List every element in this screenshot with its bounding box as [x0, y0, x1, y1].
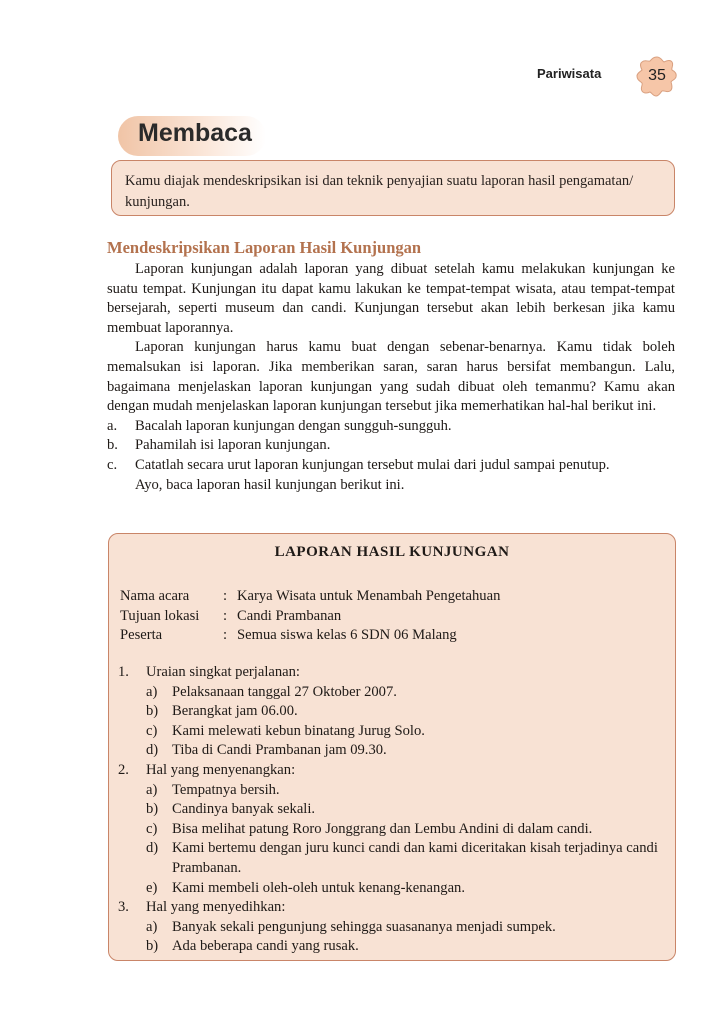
- report-item: [118, 702, 666, 722]
- item-marker: b): [146, 801, 159, 818]
- item-text: Pelaksanaan tanggal 27 Oktober 2007.: [172, 683, 397, 700]
- section-title: Uraian singkat perjalanan:: [146, 664, 300, 680]
- item-text: Tiba di Candi Prambanan jam 09.30.: [172, 742, 387, 759]
- report-item: [118, 800, 666, 820]
- section-marker: 1.: [118, 664, 129, 680]
- report-item: [118, 722, 666, 742]
- report-info: [120, 587, 500, 646]
- running-header: Pariwisata: [537, 66, 602, 81]
- info-row: [120, 626, 500, 646]
- report-box: [108, 533, 676, 961]
- item-text: Kami membeli oleh-oleh untuk kenang-kenangan.: [172, 879, 466, 896]
- report-item: [118, 839, 666, 878]
- section-title: Hal yang menyenangkan:: [146, 761, 296, 778]
- info-value: Semua siswa kelas 6 SDN 06 Malang: [237, 627, 457, 644]
- item-marker: d): [146, 742, 159, 759]
- section-marker: 3.: [118, 899, 129, 916]
- report-section-title: [118, 663, 666, 683]
- section-tab: [118, 116, 266, 156]
- item-marker: a): [146, 781, 158, 798]
- item-marker: c): [146, 722, 158, 739]
- intro-text: Kamu diajak mendeskripsikan isi dan teknik penyajian suatu laporan hasil pengamatan/ kunjungan.: [125, 173, 634, 210]
- list-item: [107, 417, 675, 437]
- item-text: Bisa melihat patung Roro Jonggrang dan Lembu Andini di dalam candi.: [172, 820, 593, 837]
- item-marker: b): [146, 703, 159, 720]
- report-item: [118, 879, 666, 899]
- info-separator: :: [223, 607, 228, 624]
- list-marker: b.: [107, 437, 118, 454]
- section-marker: 2.: [118, 761, 129, 778]
- info-row: [120, 587, 500, 607]
- item-marker: e): [146, 879, 158, 896]
- list-item: [107, 436, 675, 456]
- report-section-title: [118, 898, 666, 918]
- item-marker: a): [146, 683, 158, 700]
- list-text: Bacalah laporan kunjungan dengan sungguh-sungguh.: [135, 417, 452, 434]
- item-marker: d): [146, 840, 159, 857]
- report-item: [118, 918, 666, 938]
- info-label: Peserta: [120, 627, 163, 644]
- item-text: Kami bertemu dengan juru kunci candi dan kami diceritakan kisah terjadinya candi Prambanan.: [172, 840, 658, 876]
- item-text: Ada beberapa candi yang rusak.: [172, 938, 359, 955]
- report-sections: [118, 663, 666, 957]
- body-text: [107, 260, 675, 495]
- list-marker: a.: [107, 417, 118, 434]
- info-label: Nama acara: [120, 588, 190, 604]
- report-item: [118, 937, 666, 957]
- list-marker: c.: [107, 456, 118, 473]
- info-separator: :: [223, 588, 228, 604]
- list-text: Catatlah secara urut laporan kunjungan tersebut mulai dari judul sampai penutup.: [135, 456, 610, 473]
- paragraph: Laporan kunjungan harus kamu buat dengan sebenar-benarnya. Kamu tidak boleh memalsukan isi laporan. Jika memberikan saran, saran harus bersifat membangun. Lalu, bagaimana menjelaskan laporan kunjungan yang sudah dibuat oleh temanmu? Kamu akan dengan mudah menjelaskan laporan kunjungan tersebut jika memerhatikan hal-hal berikut ini.: [107, 339, 675, 415]
- info-separator: :: [223, 627, 228, 644]
- item-text: Candinya banyak sekali.: [172, 801, 316, 818]
- section-title: Hal yang menyedihkan:: [146, 899, 286, 916]
- page-number-badge: [636, 55, 678, 97]
- info-row: [120, 607, 500, 627]
- report-item: [118, 820, 666, 840]
- item-text: Banyak sekali pengunjung sehingga suasananya menjadi sumpek.: [172, 918, 556, 935]
- list-text: Pahamilah isi laporan kunjungan.: [135, 437, 331, 454]
- page-number: 35: [648, 67, 666, 84]
- item-text: Tempatnya bersih.: [172, 781, 280, 798]
- paragraph: Laporan kunjungan adalah laporan yang dibuat setelah kamu melakukan kunjungan ke suatu tempat. Kunjungan itu dapat kamu lakukan ke tempat-tempat wisata, atau tempat-tempat bersejarah, seperti museum dan candi. Kunjungan tersebut akan lebih berkesan jika kamu membuat laporannya.: [107, 261, 675, 336]
- item-text: Berangkat jam 06.00.: [172, 703, 298, 720]
- item-marker: a): [146, 918, 158, 935]
- section-heading: Mendeskripsikan Laporan Hasil Kunjungan: [107, 238, 422, 257]
- intro-box: [111, 160, 675, 216]
- list-item: [107, 456, 675, 476]
- report-item: [118, 781, 666, 801]
- report-section-title: [118, 761, 666, 781]
- report-item: [118, 741, 666, 761]
- info-label: Tujuan lokasi: [120, 607, 200, 624]
- item-text: Kami melewati kebun binatang Jurug Solo.: [172, 722, 425, 739]
- report-item: [118, 683, 666, 703]
- closing-line: Ayo, baca laporan hasil kunjungan berikut ini.: [135, 476, 405, 493]
- item-marker: c): [146, 820, 158, 837]
- item-marker: b): [146, 938, 159, 955]
- report-title: LAPORAN HASIL KUNJUNGAN: [274, 544, 510, 560]
- info-value: Karya Wisata untuk Menambah Pengetahuan: [237, 588, 501, 604]
- info-value: Candi Prambanan: [237, 607, 342, 624]
- section-tab-label: Membaca: [138, 119, 252, 147]
